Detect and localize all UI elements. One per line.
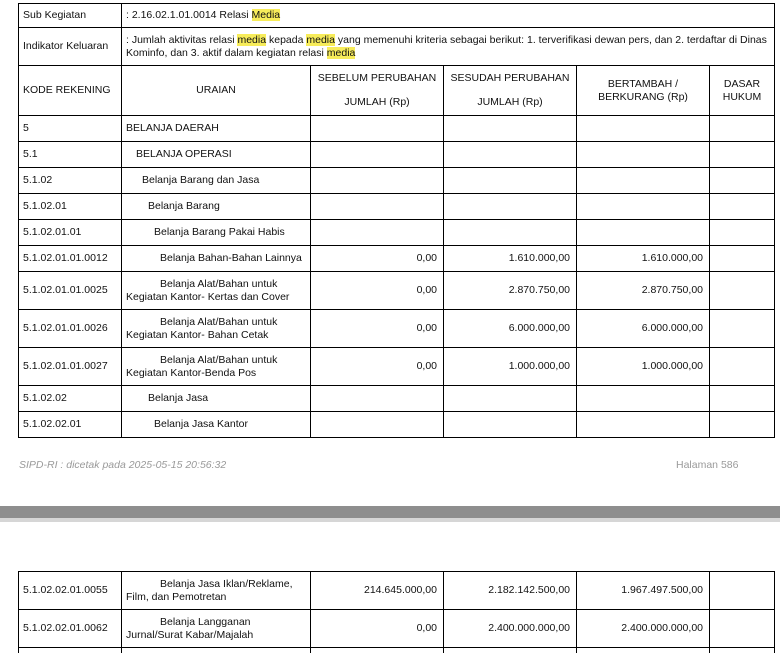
uraian-cell: Belanja Alat/Bahan untuk Kegiatan Kantor- Bahan Cetak <box>122 310 311 348</box>
sesudah-amount-cell <box>444 220 577 246</box>
budget-table <box>18 3 775 438</box>
dasar-hukum-cell <box>710 572 775 610</box>
bertambah-amount-cell <box>577 116 710 142</box>
table-row <box>19 142 775 168</box>
page-separator <box>0 506 780 518</box>
uraian-cell: BELANJA DAERAH <box>122 116 311 142</box>
document-page-next <box>0 522 780 653</box>
kode-rekening-cell: 5.1.02.02 <box>19 386 122 412</box>
sebelum-amount-cell: 0,00 <box>311 246 444 272</box>
print-timestamp: SIPD-RI : dicetak pada 2025-05-15 20:56:32 <box>19 459 227 471</box>
table-row <box>19 648 775 653</box>
uraian-cell: Belanja Jasa <box>122 386 311 412</box>
col-sesudah-header: SESUDAH PERUBAHAN JUMLAH (Rp) <box>444 66 577 116</box>
dasar-hukum-cell <box>710 142 775 168</box>
kode-rekening-cell: 5.1.02.02.01 <box>19 412 122 438</box>
table-row <box>19 246 775 272</box>
col-bertambah-header: BERTAMBAH / BERKURANG (Rp) <box>577 66 710 116</box>
uraian-cell: Belanja Jasa Iklan/Reklame, Film, dan Pemotretan <box>122 572 311 610</box>
table-row <box>19 412 775 438</box>
empty-cell <box>122 648 311 653</box>
kode-rekening-cell: 5.1.02.01.01.0026 <box>19 310 122 348</box>
col-uraian-header: URAIAN <box>122 66 311 116</box>
table-row <box>19 386 775 412</box>
sebelum-amount-cell <box>311 220 444 246</box>
uraian-cell: Belanja Barang Pakai Habis <box>122 220 311 246</box>
bertambah-amount-cell <box>577 142 710 168</box>
empty-cell <box>311 648 444 653</box>
empty-cell <box>19 648 122 653</box>
page-number: Halaman 586 <box>676 459 739 471</box>
sesudah-amount-cell: 6.000.000,00 <box>444 310 577 348</box>
sesudah-amount-cell: 1.000.000,00 <box>444 348 577 386</box>
bertambah-amount-cell <box>577 386 710 412</box>
bertambah-amount-cell <box>577 168 710 194</box>
table-row <box>19 168 775 194</box>
dasar-hukum-cell <box>710 310 775 348</box>
budget-table-continued <box>18 571 775 653</box>
search-highlight: media <box>326 46 356 59</box>
table-row <box>19 348 775 386</box>
table-row <box>19 310 775 348</box>
search-highlight: media <box>306 33 335 46</box>
uraian-cell: Belanja Bahan-Bahan Lainnya <box>122 246 311 272</box>
sub-kegiatan-label: Sub Kegiatan <box>19 4 122 28</box>
kode-rekening-cell: 5.1.02.01.01.0027 <box>19 348 122 386</box>
bertambah-amount-cell: 2.400.000.000,00 <box>577 610 710 648</box>
kode-rekening-cell: 5.1.02.01.01.0012 <box>19 246 122 272</box>
sub-kegiatan-row <box>19 4 775 28</box>
sub-kegiatan-value: : 2.16.02.1.01.0014 Relasi Media <box>122 4 775 28</box>
uraian-cell: Belanja Alat/Bahan untuk Kegiatan Kantor-Benda Pos <box>122 348 311 386</box>
dasar-hukum-cell <box>710 386 775 412</box>
table-row <box>19 116 775 142</box>
dasar-hukum-cell <box>710 272 775 310</box>
dasar-hukum-cell <box>710 116 775 142</box>
indikator-row <box>19 28 775 66</box>
empty-cell <box>710 648 775 653</box>
col-dasar-header: DASAR HUKUM <box>710 66 775 116</box>
dasar-hukum-cell <box>710 246 775 272</box>
sebelum-amount-cell: 0,00 <box>311 348 444 386</box>
table-row <box>19 610 775 648</box>
col-sebelum-header: SEBELUM PERUBAHAN JUMLAH (Rp) <box>311 66 444 116</box>
sesudah-amount-cell <box>444 194 577 220</box>
bertambah-amount-cell: 1.000.000,00 <box>577 348 710 386</box>
dasar-hukum-cell <box>710 348 775 386</box>
kode-rekening-cell: 5.1 <box>19 142 122 168</box>
uraian-cell: Belanja Langganan Jurnal/Surat Kabar/Majalah <box>122 610 311 648</box>
bertambah-amount-cell: 2.870.750,00 <box>577 272 710 310</box>
search-highlight: Media <box>251 9 281 21</box>
dasar-hukum-cell <box>710 168 775 194</box>
sebelum-amount-cell: 0,00 <box>311 272 444 310</box>
sebelum-amount-cell: 214.645.000,00 <box>311 572 444 610</box>
kode-rekening-cell: 5.1.02.01 <box>19 194 122 220</box>
table-row <box>19 194 775 220</box>
col-kode-header: KODE REKENING <box>19 66 122 116</box>
kode-rekening-cell: 5.1.02.02.01.0062 <box>19 610 122 648</box>
bertambah-amount-cell <box>577 412 710 438</box>
dasar-hukum-cell <box>710 194 775 220</box>
table-row <box>19 572 775 610</box>
uraian-cell: Belanja Alat/Bahan untuk Kegiatan Kantor- Kertas dan Cover <box>122 272 311 310</box>
sebelum-amount-cell <box>311 116 444 142</box>
kode-rekening-cell: 5.1.02.02.01.0055 <box>19 572 122 610</box>
kode-rekening-cell: 5.1.02.01.01.0025 <box>19 272 122 310</box>
sesudah-amount-cell: 2.400.000.000,00 <box>444 610 577 648</box>
dasar-hukum-cell <box>710 412 775 438</box>
table-row <box>19 272 775 310</box>
kode-rekening-cell: 5.1.02.01.01 <box>19 220 122 246</box>
bertambah-amount-cell: 6.000.000,00 <box>577 310 710 348</box>
kode-rekening-cell: 5 <box>19 116 122 142</box>
uraian-cell: Belanja Barang dan Jasa <box>122 168 311 194</box>
sebelum-amount-cell <box>311 168 444 194</box>
sesudah-amount-cell: 2.870.750,00 <box>444 272 577 310</box>
column-header-row <box>19 66 775 116</box>
sesudah-amount-cell <box>444 142 577 168</box>
indikator-value: : Jumlah aktivitas relasi media kepada media yang memenuhi kriteria sebagai berikut: 1. terverifikasi dewan pers, dan 2. terdaftar di Dinas Kominfo, dan 3. aktif dalam kegiatan relasi media <box>122 28 775 66</box>
sesudah-amount-cell: 2.182.142.500,00 <box>444 572 577 610</box>
sesudah-amount-cell <box>444 168 577 194</box>
sebelum-amount-cell: 0,00 <box>311 310 444 348</box>
sesudah-amount-cell <box>444 386 577 412</box>
uraian-cell: BELANJA OPERASI <box>122 142 311 168</box>
uraian-cell: Belanja Jasa Kantor <box>122 412 311 438</box>
sebelum-amount-cell <box>311 386 444 412</box>
bertambah-amount-cell <box>577 194 710 220</box>
bertambah-amount-cell: 1.610.000,00 <box>577 246 710 272</box>
sesudah-amount-cell <box>444 412 577 438</box>
sesudah-amount-cell: 1.610.000,00 <box>444 246 577 272</box>
indikator-label: Indikator Keluaran <box>19 28 122 66</box>
empty-cell <box>577 648 710 653</box>
sesudah-amount-cell <box>444 116 577 142</box>
search-highlight: media <box>237 33 267 46</box>
dasar-hukum-cell <box>710 610 775 648</box>
uraian-cell: Belanja Barang <box>122 194 311 220</box>
bertambah-amount-cell: 1.967.497.500,00 <box>577 572 710 610</box>
empty-cell <box>444 648 577 653</box>
table-row <box>19 220 775 246</box>
sebelum-amount-cell <box>311 412 444 438</box>
dasar-hukum-cell <box>710 220 775 246</box>
sebelum-amount-cell: 0,00 <box>311 610 444 648</box>
bertambah-amount-cell <box>577 220 710 246</box>
sebelum-amount-cell <box>311 142 444 168</box>
sebelum-amount-cell <box>311 194 444 220</box>
kode-rekening-cell: 5.1.02 <box>19 168 122 194</box>
